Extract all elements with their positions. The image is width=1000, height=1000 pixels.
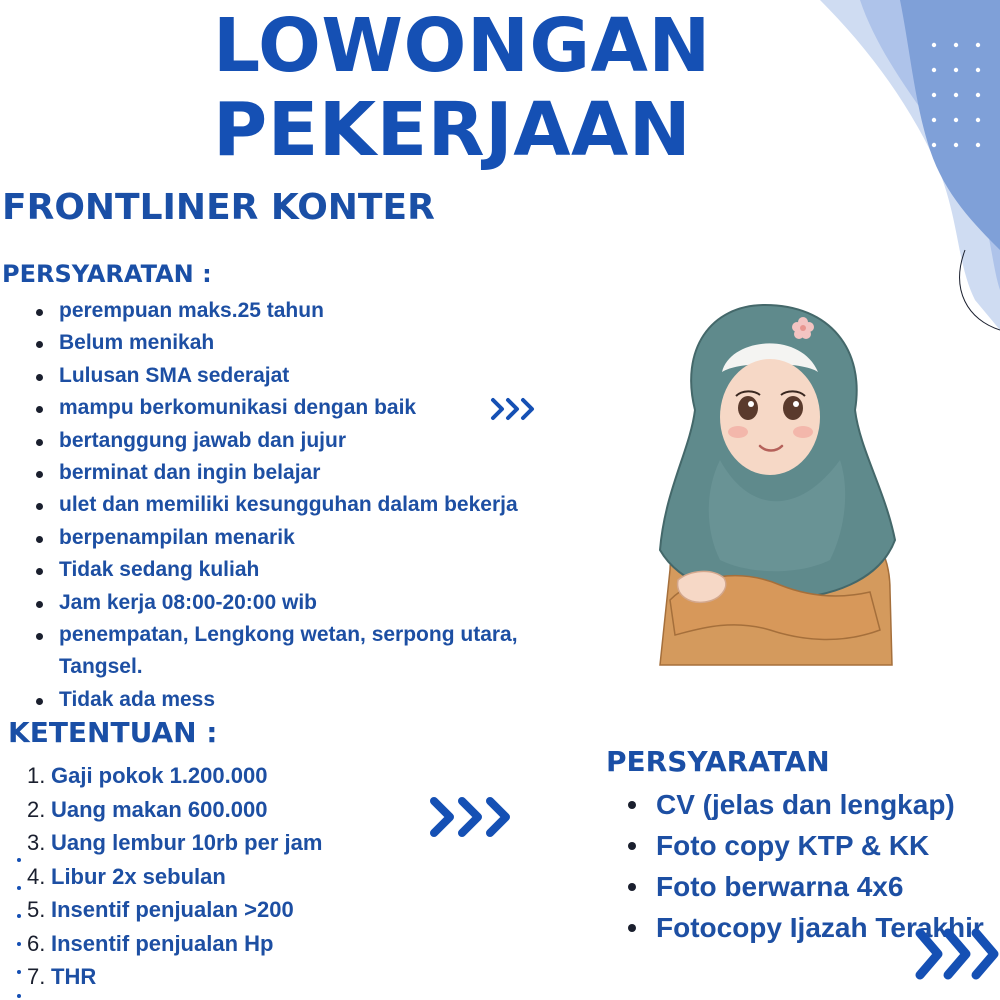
term-number: 3. xyxy=(27,830,46,855)
term-number: 1. xyxy=(27,763,46,788)
term-item xyxy=(27,793,427,827)
poster-title xyxy=(213,4,773,172)
requirement-item: penempatan, Lengkong wetan, serpong utara, Tangsel. xyxy=(34,619,594,684)
term-number: 2. xyxy=(27,796,46,822)
documents-heading: PERSYARATAN xyxy=(606,745,830,778)
term-item xyxy=(27,826,427,860)
decorative-side-dots xyxy=(16,850,24,1000)
term-number: 7. xyxy=(27,964,46,989)
term-item xyxy=(27,893,427,927)
requirement-item: Lulusan SMA sederajat xyxy=(34,360,594,392)
requirement-item: bertanggung jawab dan jujur xyxy=(34,425,594,457)
face xyxy=(720,359,820,475)
term-text: Gaji pokok 1.200.000 xyxy=(51,763,268,788)
term-text: THR xyxy=(51,964,97,989)
document-item: Foto berwarna 4x6 xyxy=(624,866,994,907)
hijab-woman-illustration xyxy=(650,300,900,680)
term-text: Libur 2x sebulan xyxy=(51,863,226,889)
terms-list xyxy=(27,759,427,994)
requirement-item: Jam kerja 08:00-20:00 wib xyxy=(34,587,594,619)
requirement-item: berminat dan ingin belajar xyxy=(34,457,594,489)
requirement-item: Tidak sedang kuliah xyxy=(34,554,594,586)
requirements-list xyxy=(34,295,594,716)
title-line-2: PEKERJAAN xyxy=(213,87,692,173)
term-item xyxy=(27,860,427,894)
title-line-1: LOWONGAN xyxy=(213,3,711,89)
left-eye xyxy=(738,396,758,420)
triple-chevron-right-icon xyxy=(428,795,518,839)
term-number: 4. xyxy=(27,863,46,889)
term-number: 5. xyxy=(27,897,46,922)
hand xyxy=(678,571,726,602)
term-text: Insentif penjualan >200 xyxy=(51,897,294,922)
requirement-item: Belum menikah xyxy=(34,327,594,359)
blob-dark xyxy=(900,0,1000,250)
requirements-heading: PERSYARATAN : xyxy=(2,260,212,288)
triple-chevron-right-icon xyxy=(914,925,1000,983)
documents-list xyxy=(624,784,994,948)
term-item xyxy=(27,759,427,793)
triple-chevron-right-icon xyxy=(490,396,540,422)
document-item: Fotocopy Ijazah Terakhir xyxy=(624,907,994,948)
requirement-item: mampu berkomunikasi dengan baik xyxy=(34,392,594,424)
requirement-item: ulet dan memiliki kesungguhan dalam bekerja xyxy=(34,489,594,521)
requirement-item: berpenampilan menarik xyxy=(34,522,594,554)
right-eye xyxy=(783,396,803,420)
requirement-item: Tidak ada mess xyxy=(34,684,594,716)
requirement-item: perempuan maks.25 tahun xyxy=(34,295,594,327)
job-title: FRONTLINER KONTER xyxy=(2,187,435,228)
term-item xyxy=(27,960,427,994)
document-item: CV (jelas dan lengkap) xyxy=(624,784,994,825)
term-item xyxy=(27,927,427,961)
term-text: Insentif penjualan Hp xyxy=(51,930,274,956)
term-number: 6. xyxy=(27,930,46,956)
term-text: Uang makan 600.000 xyxy=(51,796,268,822)
document-item: Foto copy KTP & KK xyxy=(624,825,994,866)
term-text: Uang lembur 10rb per jam xyxy=(51,830,323,855)
terms-heading: KETENTUAN : xyxy=(8,716,218,749)
